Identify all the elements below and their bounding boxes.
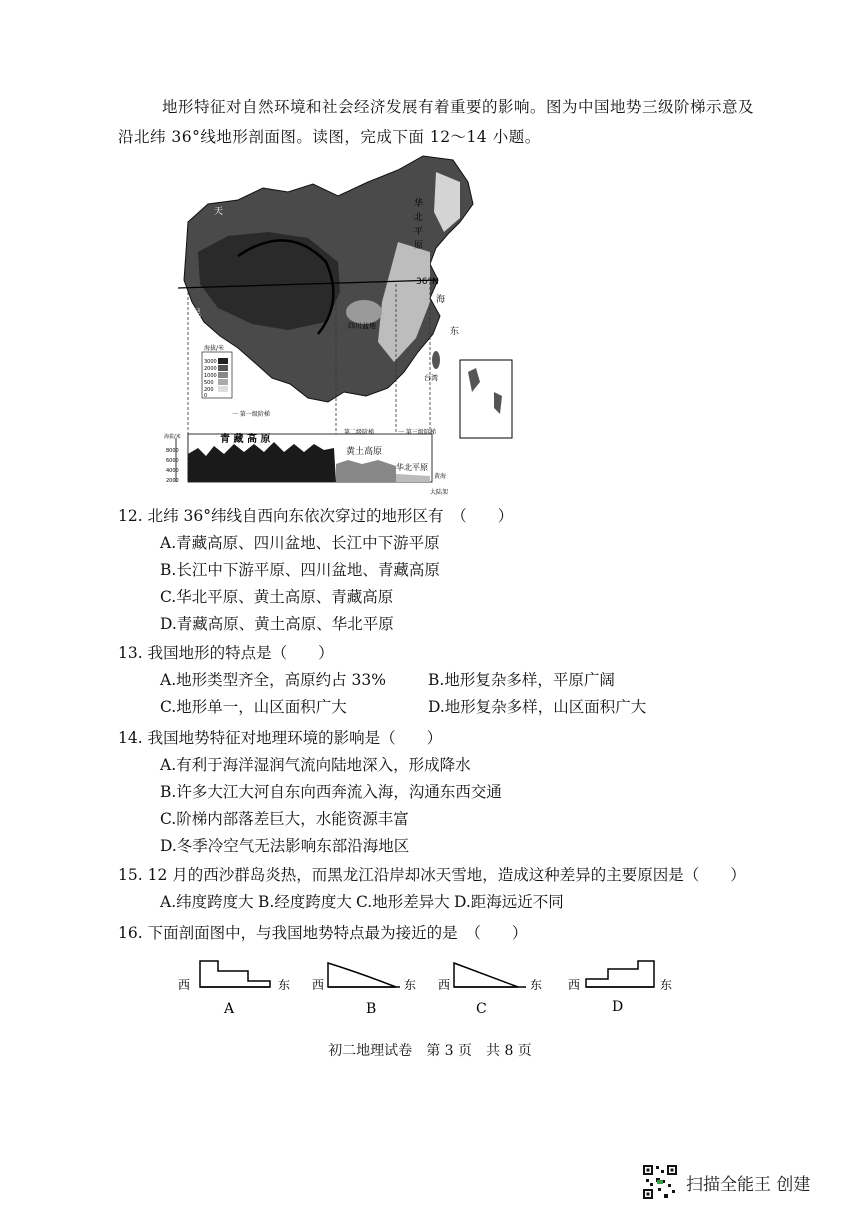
profile-loess-label: 黄土高原 [346, 447, 383, 457]
east-label: 东 [530, 978, 543, 992]
legend-swatch [218, 372, 228, 378]
intro-paragraph [118, 92, 778, 152]
profile-ylabel: 海拔/米 [164, 434, 181, 440]
question-stem: 13. 我国地形的特点是（ ） [118, 644, 334, 662]
footer-total: 共 8 页 [486, 1043, 532, 1059]
profile-shelf-label: 大陆架 [430, 489, 449, 496]
profile-label-c: C [476, 1001, 487, 1017]
option-c: C.地形差异大 [356, 893, 450, 911]
map-label-ocean: 海 [436, 295, 446, 305]
option-a: A.有利于海洋湿润气流向陆地深入，形成降水 [160, 756, 471, 774]
question-stem: 12. 北纬 36°纬线自西向东依次穿过的地形区有 （ ） [118, 507, 514, 525]
option-b: B.经度跨度大 [258, 893, 352, 911]
profile-ytick: 6000 [166, 458, 179, 464]
option-row [118, 667, 646, 694]
question-16 [118, 920, 527, 947]
profile-label-a: A [224, 1001, 235, 1017]
profile-step1-label: 一 第一级阶梯 [232, 411, 270, 418]
option-c: C.地形单一，山区面积广大 [160, 698, 347, 716]
option-b: B.长江中下游平原、四川盆地、青藏高原 [160, 561, 440, 579]
profile-ytick: 8000 [166, 448, 179, 454]
scanner-watermark [642, 1162, 842, 1202]
legend-level: 1000 [204, 373, 217, 379]
profile-label-d: D [612, 999, 624, 1015]
loess-profile-shape [336, 460, 396, 482]
profile-qinghai-label: 青 藏 高 原 [220, 434, 271, 445]
footer-page: 第 3 页 [426, 1043, 472, 1059]
legend-swatch [218, 365, 228, 371]
legend-level: 0 [204, 393, 208, 399]
legend-level: 200 [204, 387, 214, 393]
question-stem: 16. 下面剖面图中，与我国地势特点最为接近的是 （ ） [118, 924, 528, 942]
option-c: C.阶梯内部落差巨大，水能资源丰富 [160, 810, 409, 828]
profile-step2-label: 第二级阶梯 [344, 429, 375, 436]
east-label: 东 [404, 978, 417, 992]
footer-title: 初二地理试卷 [328, 1043, 413, 1059]
legend-swatch [218, 358, 228, 364]
profile-ytick: 4000 [166, 468, 179, 474]
option-a: A.纬度跨度大 [160, 893, 254, 911]
sichuan-basin [346, 300, 382, 324]
map-label-ping: 平 [414, 227, 424, 237]
profile-d-shape [586, 961, 654, 987]
option-row [118, 889, 746, 916]
lat-label: 36°N [416, 277, 439, 287]
option-b: B.许多大江大河自东向西奔流入海，沟通东西交通 [160, 783, 502, 801]
east-label: 东 [278, 978, 291, 992]
profile-ytick: 2000 [166, 478, 179, 484]
taiwan-island [432, 351, 440, 369]
map-label-taiwan: 台湾 [424, 374, 438, 382]
east-label: 东 [660, 978, 673, 992]
west-label: 西 [438, 978, 451, 992]
option-a: A.青藏高原、四川盆地、长江中下游平原 [160, 534, 440, 552]
terrain-figure [164, 152, 526, 502]
profile-step3-label: 一 第三级阶梯 [398, 429, 436, 436]
west-label: 西 [312, 978, 325, 992]
profile-huabei-label: 华北平原 [396, 463, 428, 472]
page-footer [0, 1040, 860, 1060]
map-label-dong: 东 [450, 327, 460, 337]
option-d: D.距海远近不同 [454, 893, 564, 911]
question-stem: 14. 我国地势特征对地理环境的影响是（ ） [118, 729, 443, 747]
question-12 [118, 503, 513, 638]
profile-c-shape [454, 963, 518, 987]
qr-code-icon [642, 1164, 678, 1200]
option-d: D.地形复杂多样，山区面积广大 [428, 698, 647, 716]
map-label-hua: 华 [414, 199, 424, 209]
west-label: 西 [568, 978, 581, 992]
legend-swatch [218, 379, 228, 385]
question-15 [118, 862, 746, 916]
option-b: B.地形复杂多样，平原广阔 [428, 671, 615, 689]
option-d: D.冬季冷空气无法影响东部沿海地区 [160, 837, 410, 855]
legend-swatch [218, 386, 228, 392]
map-label-tian: 天 [214, 207, 224, 217]
option-c: C.华北平原、黄土高原、青藏高原 [160, 588, 394, 606]
map-label-yuan: 原 [414, 241, 424, 251]
west-label: 西 [178, 978, 191, 992]
map-label-sichuan: 四川盆地 [348, 322, 376, 330]
question-14 [118, 725, 502, 860]
legend-level: 500 [204, 380, 214, 386]
question-stem: 15. 12 月的西沙群岛炎热，而黑龙江沿岸却冰天雪地，造成这种差异的主要原因是（ ） [118, 866, 746, 884]
map-label-kunlun: 昆 [192, 309, 202, 319]
option-d: D.青藏高原、黄土高原、华北平原 [160, 615, 394, 633]
south-china-sea-inset [460, 360, 512, 438]
profile-options-diagram [170, 955, 690, 1025]
legend-level: 2000 [204, 366, 217, 372]
watermark-text: 扫描全能王 创建 [686, 1174, 811, 1195]
china-terrain-map [164, 152, 526, 502]
option-a: A.地形类型齐全，高原约占 33% [160, 671, 386, 689]
profile-label-b: B [366, 1001, 377, 1017]
legend-title: 海拔/米 [204, 345, 225, 352]
legend-level: 3000 [204, 359, 217, 365]
profile-b-shape [328, 963, 396, 987]
option-row [118, 694, 646, 721]
question-13 [118, 640, 646, 721]
intro-line-1: 地形特征对自然环境和社会经济发展有着重要的影响。图为中国地势三级阶梯示意及 [162, 98, 755, 116]
intro-line-2: 沿北纬 36°线地形剖面图。读图，完成下面 12～14 小题。 [118, 128, 541, 146]
map-label-bei: 北 [414, 213, 424, 223]
profile-sea-label: 黄海 [434, 473, 447, 480]
profile-a-shape [200, 961, 270, 987]
